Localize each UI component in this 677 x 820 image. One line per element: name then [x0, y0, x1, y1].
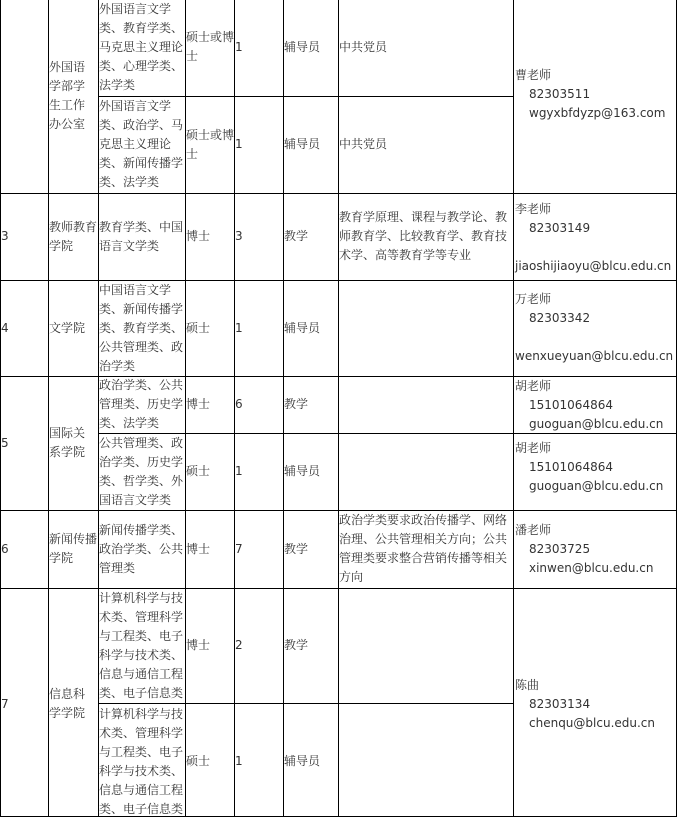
degree-level [186, 280, 234, 376]
position-type [284, 703, 338, 820]
degree-level-text: 硕士 [186, 754, 211, 768]
row-number-text: 3 [1, 229, 9, 243]
position-type [284, 0, 338, 96]
department-name-text: 信息科 学学院 [49, 687, 86, 720]
degree-level [186, 0, 234, 96]
major-requirement [99, 96, 185, 193]
row-number-text: 6 [1, 541, 9, 556]
column-border [185, 0, 186, 817]
contact-email: guoguan@blcu.edu.cn [529, 417, 664, 431]
row-number-text: 4 [1, 320, 9, 335]
column-border [338, 0, 339, 817]
contact-info [514, 377, 677, 434]
major-requirement-text: 教育学类、中国 语言文学类 [99, 219, 184, 253]
contact-name: 胡老师 [515, 441, 552, 455]
degree-level [186, 588, 234, 703]
position-type [284, 588, 338, 703]
position-type [284, 433, 338, 510]
row-number [1, 376, 48, 510]
row-border [98, 96, 513, 97]
contact-info [514, 676, 677, 733]
contact-email: wgyxbfdyzp@163.com [529, 106, 666, 120]
position-type [284, 280, 338, 376]
major-requirement [99, 376, 185, 433]
degree-level-text: 硕士或博 士 [186, 127, 234, 161]
contact-email: guoguan@blcu.edu.cn [529, 479, 664, 493]
other-requirements [339, 0, 513, 96]
major-requirement-text: 计算机科学与技 术类、管理科学 与工程类、电子 科学与技术类、 信息与通信工程 类、电子信息类 [99, 706, 184, 816]
contact-info [514, 439, 677, 496]
position-count [235, 510, 283, 588]
contact-phone: 15101064864 [529, 460, 613, 474]
contact-email: jiaoshijiaoyu@blcu.edu.cn [515, 259, 672, 273]
position-count [235, 376, 283, 433]
position-type-text: 辅导员 [284, 39, 321, 54]
major-requirement [99, 193, 185, 280]
degree-level-text: 博士 [186, 638, 211, 652]
position-count [235, 703, 283, 820]
row-border [98, 433, 513, 434]
major-requirement-text: 公共管理类、政 治学类、历史学 类、哲学类、外 国语言文学类 [99, 435, 184, 507]
column-border [283, 0, 284, 817]
department-name [49, 588, 98, 820]
position-type-text: 辅导员 [284, 464, 321, 478]
major-requirement-text: 外国语言文学 类、政治学、马 克思主义理论 类、新闻传播学 类、法学类 [99, 99, 184, 189]
contact-spacer [515, 238, 677, 257]
other-requirements [339, 703, 513, 820]
contact-info [514, 66, 677, 123]
other-requirements-text: 中共党员 [339, 39, 388, 54]
column-border [48, 0, 49, 817]
contact-info [514, 200, 677, 276]
department-name-text: 国际关 系学院 [49, 426, 86, 459]
department-name-text: 文学院 [49, 320, 86, 335]
major-requirement [99, 588, 185, 703]
contact-email: xinwen@blcu.edu.cn [529, 561, 654, 575]
position-count-text: 1 [235, 137, 243, 151]
other-requirements [339, 280, 513, 376]
contact-phone: 82303511 [529, 87, 591, 101]
row-number [1, 588, 48, 820]
other-requirements [339, 510, 513, 588]
position-type-text: 教学 [284, 397, 309, 411]
department-name [49, 280, 98, 376]
position-count-text: 6 [235, 397, 243, 411]
contact-info [514, 290, 677, 366]
degree-level [186, 433, 234, 510]
other-requirements [339, 588, 513, 703]
contact-name: 李老师 [515, 202, 552, 216]
department-name [49, 0, 98, 193]
position-count-text: 7 [235, 541, 243, 556]
row-number-text: 7 [1, 696, 9, 711]
contact-name: 万老师 [515, 292, 552, 306]
row-border [98, 703, 513, 704]
department-name [49, 376, 98, 510]
contact-phone: 15101064864 [529, 398, 613, 412]
position-type-text: 教学 [284, 541, 309, 556]
contact-email: wenxueyuan@blcu.edu.cn [515, 349, 674, 363]
department-name-text: 新闻传播 学院 [49, 532, 98, 565]
contact-name: 潘老师 [515, 523, 552, 537]
position-count-text: 1 [235, 320, 243, 335]
degree-level-text: 硕士 [186, 320, 211, 335]
contact-name: 陈曲 [515, 678, 540, 692]
row-number [1, 0, 48, 193]
degree-level-text: 博士 [186, 229, 211, 243]
major-requirement [99, 0, 185, 96]
column-border [98, 0, 99, 817]
degree-level [186, 703, 234, 820]
position-count-text: 1 [235, 754, 243, 768]
major-requirement-text: 外国语言文学 类、教育学类、 马克思主义理论 类、心理学类、 法学类 [99, 1, 184, 92]
position-count-text: 3 [235, 229, 243, 243]
degree-level-text: 博士 [186, 541, 211, 556]
position-count-text: 1 [235, 39, 243, 54]
contact-info [514, 521, 677, 578]
position-type-text: 教学 [284, 638, 309, 652]
other-requirements-text: 教育学原理、课程与教学论、教 师教育学、比较教育学、教育技 术学、高等教育学等专业 [339, 210, 508, 262]
contact-phone: 82303725 [529, 542, 591, 556]
contact-phone: 82303342 [529, 311, 591, 325]
degree-level-text: 硕士或博 士 [186, 30, 234, 63]
contact-email: chenqu@blcu.edu.cn [529, 716, 656, 730]
degree-level-text: 硕士 [186, 464, 211, 478]
major-requirement-text: 政治学类、公共 管理类、历史学 类、法学类 [99, 378, 184, 430]
contact-phone: 82303134 [529, 697, 591, 711]
other-requirements [339, 376, 513, 433]
other-requirements [339, 193, 513, 280]
position-count [235, 0, 283, 96]
position-type-text: 辅导员 [284, 137, 321, 151]
major-requirement-text: 中国语言文学 类、新闻传播学 类、教育学类、 公共管理类、政 治学类 [99, 282, 184, 373]
column-border [0, 0, 1, 817]
major-requirement [99, 280, 185, 376]
row-border [513, 433, 677, 434]
other-requirements [339, 433, 513, 510]
degree-level [186, 96, 234, 193]
contact-name: 曹老师 [515, 68, 552, 82]
degree-level-text: 博士 [186, 397, 211, 411]
position-count [235, 96, 283, 193]
position-type [284, 510, 338, 588]
degree-level [186, 376, 234, 433]
contact-phone: 82303149 [529, 221, 591, 235]
position-type-text: 教学 [284, 229, 309, 243]
degree-level [186, 510, 234, 588]
major-requirement [99, 510, 185, 588]
department-name-text: 外国语 学部学 生工作 办公室 [49, 59, 86, 131]
position-type-text: 辅导员 [284, 754, 321, 768]
department-name [49, 193, 98, 280]
department-name-text: 教师教育 学院 [49, 219, 98, 253]
position-count [235, 433, 283, 510]
position-type [284, 193, 338, 280]
row-number [1, 193, 48, 280]
position-count-text: 2 [235, 638, 243, 652]
position-type-text: 辅导员 [284, 320, 321, 335]
other-requirements-text: 政治学类要求政治传播学、网络 治理、公共管理相关方向；公共 管理类要求整合营销传播等相关 方向 [339, 513, 508, 584]
position-count [235, 588, 283, 703]
major-requirement [99, 703, 185, 820]
position-count-text: 1 [235, 464, 243, 478]
column-border [513, 0, 514, 817]
row-number [1, 280, 48, 376]
position-count [235, 193, 283, 280]
degree-level [186, 193, 234, 280]
department-name [49, 510, 98, 588]
other-requirements-text: 中共党员 [339, 137, 388, 151]
major-requirement-text: 新闻传播学类、 政治学类、公共 管理类 [99, 522, 184, 575]
position-type [284, 376, 338, 433]
major-requirement-text: 计算机科学与技 术类、管理科学 与工程类、电子 科学与技术类、 信息与通信工程 类、电子信息类 [99, 590, 184, 700]
column-border [234, 0, 235, 817]
contact-name: 胡老师 [515, 379, 552, 393]
position-type [284, 96, 338, 193]
other-requirements [339, 96, 513, 193]
row-number [1, 510, 48, 588]
contact-spacer [515, 328, 677, 347]
position-count [235, 280, 283, 376]
row-number-text: 5 [1, 435, 9, 450]
major-requirement [99, 433, 185, 510]
